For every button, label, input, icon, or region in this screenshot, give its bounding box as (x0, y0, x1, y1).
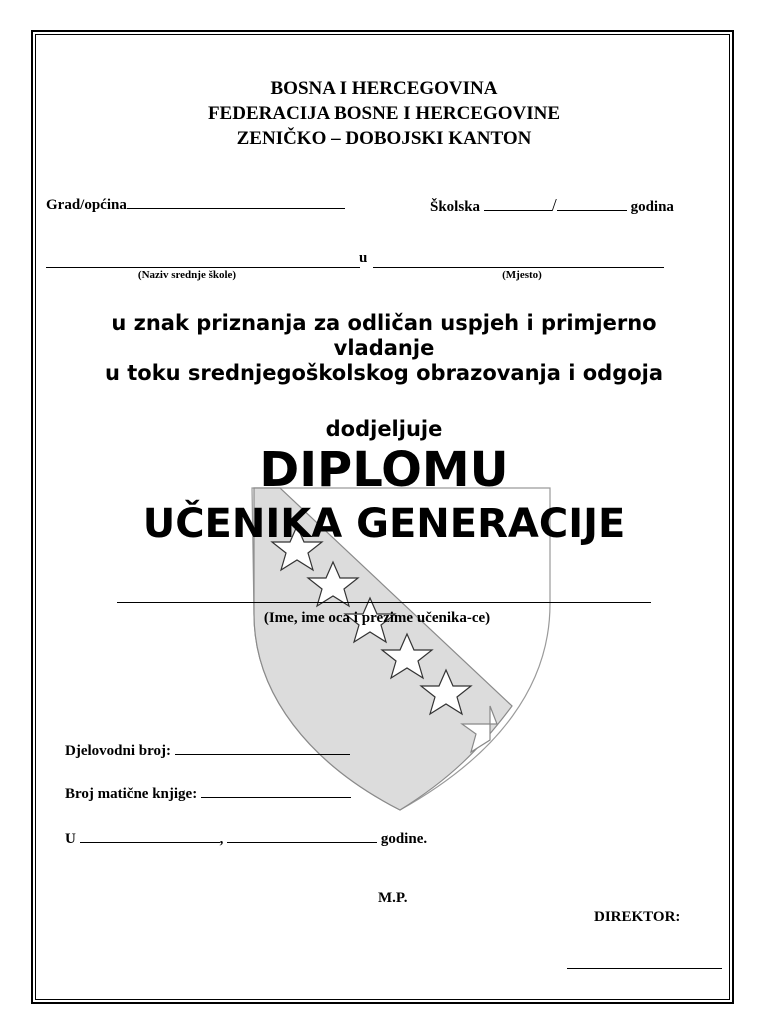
place-blank[interactable] (373, 250, 664, 268)
awards-text: dodjeljuje (325, 417, 443, 441)
maticna-label: Broj matične knjige: (65, 786, 198, 802)
grad-field (46, 195, 345, 215)
header-canton: ZENIČKO – DOBOJSKI KANTON (236, 128, 532, 149)
diploma-title: DIPLOMU (259, 442, 509, 498)
godina-label: godina (630, 199, 674, 215)
director-signature-line[interactable] (567, 950, 722, 969)
u-date-label: U (65, 831, 76, 847)
year-end-blank[interactable] (557, 210, 627, 211)
grad-blank-line[interactable] (127, 208, 345, 209)
school-name-blank[interactable] (46, 250, 360, 268)
year-slash: / (551, 195, 557, 215)
djelovodni-blank[interactable] (175, 754, 350, 755)
u-label: u (359, 250, 368, 266)
header-federation: FEDERACIJA BOSNE I HERCEGOVINE (207, 103, 561, 124)
signing-date-blank[interactable] (227, 842, 377, 843)
school-year-field (430, 195, 674, 217)
director-label: DIREKTOR: (594, 909, 681, 925)
signing-place-blank[interactable] (80, 842, 220, 843)
maticna-blank[interactable] (201, 797, 351, 798)
year-start-blank[interactable] (484, 210, 552, 211)
place-caption: (Mjesto) (502, 269, 542, 281)
stamp-place: M.P. (378, 890, 408, 906)
skolska-label: Školska (430, 199, 481, 215)
student-name-caption: (Ime, ime oca i prezime učenika-ce) (263, 610, 491, 626)
godine-label: godine. (380, 831, 428, 847)
recognition-line-3: u toku srednjegoškolskog obrazovanja i odgoja (104, 361, 664, 385)
date-place-field (65, 829, 427, 849)
grad-label: Grad/općina (46, 197, 127, 213)
generation-title: UČENIKA GENERACIJE (142, 501, 626, 547)
djelovodni-label: Djelovodni broj: (65, 743, 171, 759)
djelovodni-field (65, 741, 350, 761)
student-name-blank[interactable] (117, 584, 651, 603)
maticna-field (65, 784, 351, 804)
recognition-line-2: vladanje (333, 336, 435, 360)
comma: , (219, 831, 224, 847)
recognition-line-1: u znak priznanja za odličan uspjeh i primjerno (111, 311, 657, 335)
school-caption: (Naziv srednje škole) (137, 269, 237, 281)
header-country: BOSNA I HERCEGOVINA (270, 78, 498, 99)
